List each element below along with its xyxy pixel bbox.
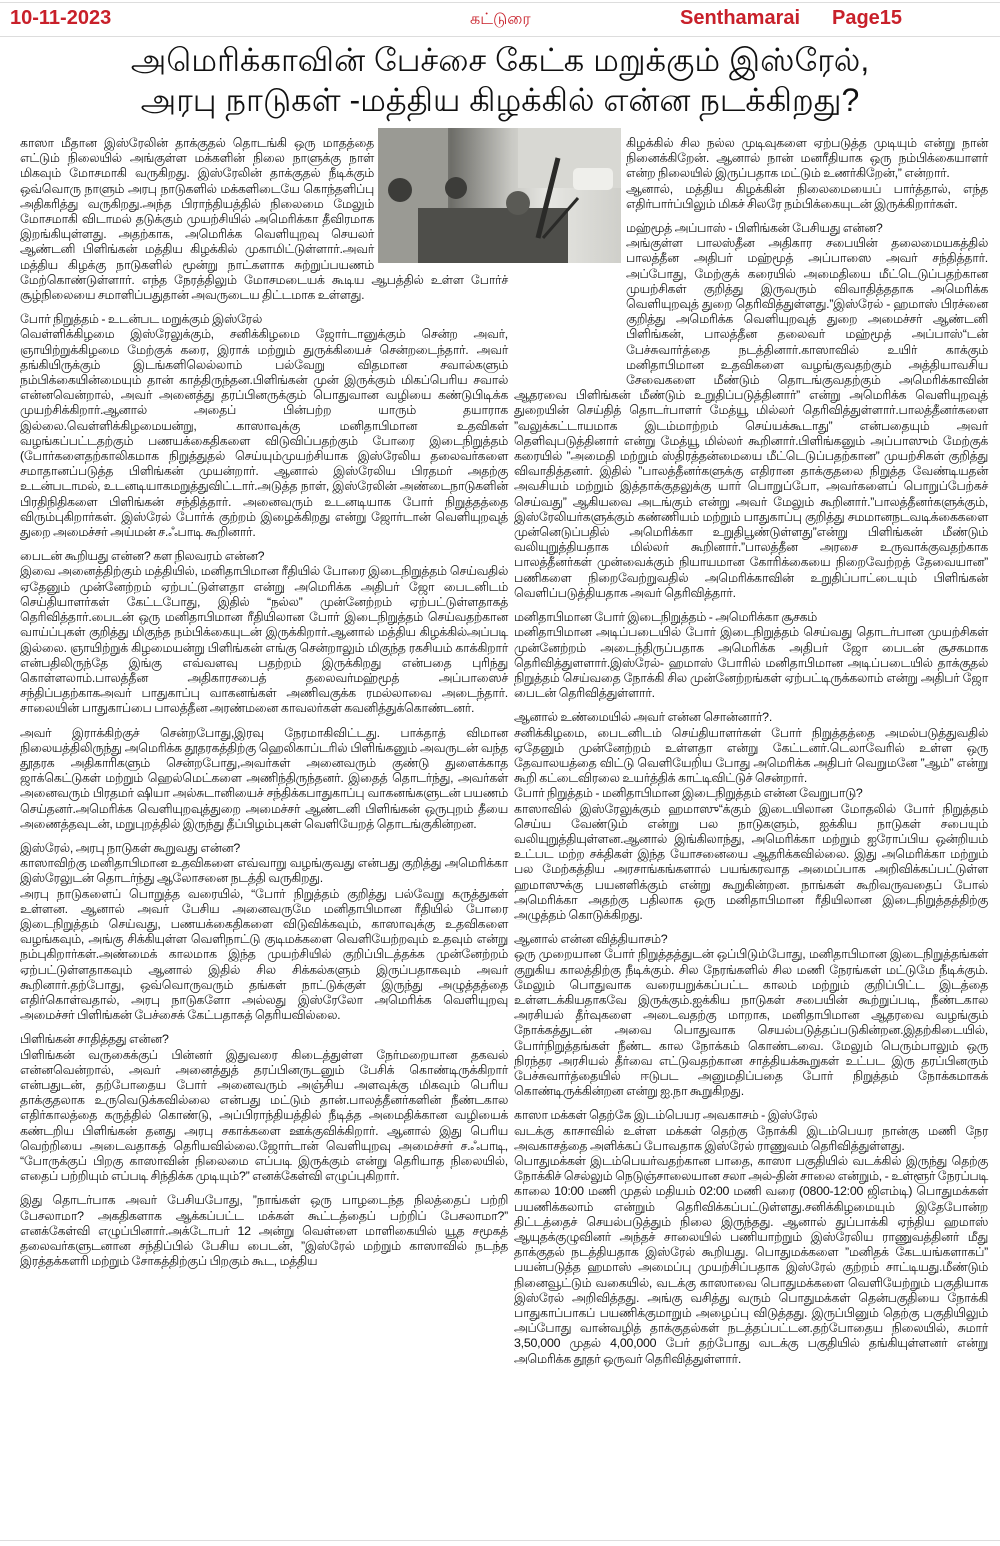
page-header [0, 2, 1000, 37]
page-number: Page15 [832, 7, 903, 29]
section-heading: இஸ்ரேல், அரபு நாடுகள் கூறுவது என்ன? [20, 840, 241, 855]
article-column-left [20, 136, 508, 1269]
article-paragraph: பொதுமக்கள் இடம்பெயர்வதற்கான பாதை, காஸா பகுதியில் வடக்கில் இருந்து தெற்கு நோக்கிச் செல்லும் நெடுஞ்சாலையான சலா அல்-தின் சாலை என்றும், - உள்ளூர் நேரப்படி காலை 10:00 மணி முதல் மதியம் 02:00 மணி வரை (0800-12:00 ஜிஎம்டி) பொதுமக்கள் பயணிக்கலாம் என்றும் தெரிவிக்கப்பட்டுள்ளது.சனிக்கிழமையும் இதேபோன்ற திட்டத்தைச் செயல்படுத்தும் நிலை இருந்தது. ஆனால் துப்பாக்கி ஏந்திய ஹமாஸ் ஆயுதக்குழுவினர் அந்தச் சாலையில் பணியாற்றும் இஸ்ரேலிய ராணுவத்தினர் மீது தாக்குதல் நடத்தியதாக இஸ்ரேல் கூறியது. பொதுமக்களை ”மனிதக் கேடயங்களாகப்” பயன்படுத்த ஹமாஸ் அமைப்பு முயற்சிப்பதாக இஸ்ரேல் குற்றம் சாட்டியது.மீண்டும் நினைவூட்டும் வகையில், வடக்கு காஸாவை பொதுமக்களை வெளியேற்றும் பகுதியாக இஸ்ரேல் அறிவித்தது. அங்கு வசித்து வரும் பொதுமக்கள் தென்பகுதியை நோக்கி பாதுகாப்பாகப் பயணிக்குமாறும் அழைப்பு விடுத்தது. இருப்பினும் தெற்கு பகுதியிலும் அப்போது வான்வழித் தாக்குதல்கள் நடத்தப்பட்டன.தற்போதைய நிலையில், சுமார் 3,50,000 முதல் 4,00,000 பேர் தற்போது வடக்கு பகுதியில் தங்கியுள்ளனர் என்று அமெரிக்க தூதர் ஒருவர் தெரிவித்துள்ளார். [514, 1154, 988, 1366]
article-paragraph: காஸாவிற்கு மனிதாபிமான உதவிகளை எவ்வாறு வழங்குவது என்பது குறித்து அமெரிக்கா இஸ்ரேலுடன் தொடர்ந்து ஆலோசனை நடத்தி வருகிறது. [20, 856, 508, 886]
section-heading: மஹ்மூத் அப்பாஸ் - பிளிங்கன் பேசியது என்ன? [626, 221, 883, 236]
headline-line-2: அரபு நாடுகள் -மத்திய கிழக்கில் என்ன நடக்கிறது? [140, 82, 860, 118]
article-paragraph: இவை அனைத்திற்கும் மத்தியில், மனிதாபிமான ரீதியில் போரை இடைநிறுத்தம் செய்வதில் ஏதேனும் முன்னேற்றம் ஏற்பட்டுள்ளதா என்று அமெரிக்க அதிபர் ஜோ பைடனிடம் செய்தியாளர்கள் கேட்டபோது, இதில் “நல்ல” முன்னேற்றம் ஏற்பட்டுள்ளதாகத் தெரிவித்தார்.பைடன் ஒரு மனிதாபிமான ரீதியிலான போர் இடைநிறுத்தம் செய்வதற்கான வாய்ப்புகள் குறித்து மிகுந்த நம்பிக்கையுடன் இருக்கிறார்.ஆனால் மத்திய கிழக்கில்அப்படி இல்லை. ஞாயிற்றுக் கிழமையன்று பிளிங்கன் எங்கு சென்றாலும் மிகுந்த ரகசியம் காக்கிறார் என்பதிலிருந்தே இங்கு எவ்வளவு பதற்றம் இருக்கிறது என்பதை புரிந்து கொள்ளலாம்.பாலத்தீன அதிகாரசபைத் தலைவர்மஹ்மூத் அப்பாஸைச் சந்திப்பதற்காகஅவர் பாதுகாப்பு வாகனங்கள் அணிவகுக்க ரமல்லாவை அடைந்தார். சாலையின் பாதுகாப்பை பாலத்தீன அரண்மனை காவலர்கள் கவனித்துக்கொண்டனர். [20, 564, 508, 716]
article-paragraph: பிளிங்கன் வருகைக்குப் பின்னர் இதுவரை கிடைத்துள்ள நேர்மறையான தகவல் என்னவென்றால், அவர் அனைத்துத் தரப்பினருடனும் பேசிக் கொண்டிருக்கிறார் என்பதுடன், தற்போதைய போர் அனைவரும் அஞ்சிய அளவுக்கு மிகவும் பெரிய தாக்குதலாக உருவெடுக்கவில்லை என்பது மட்டும் தான்.பாலத்தீனர்களின் நீண்டகால எதிர்காலத்தை கருத்தில் கொண்டு, அப்பிராந்தியத்தில் நீடித்த அமைதிக்கான வழியைக் கண்டறிய பிளிங்கன் தனது அரபு சகாக்களை ஊக்குவிக்கிறார். ஆனால் இது பெரிய வெற்றியை அடைவதாகத் தெரியவில்லை.ஜோர்டான் வெளியுறவு அமைச்சர் ச.ஃபாடி, “போருக்குப் பிறகு காஸாவின் நிலைமை எப்படி இருக்கும் என்று தெரியாத நிலையில், எதைப் பற்றியும் எப்படி சிந்திக்க முடியும்?” எனக்கேள்வி எழுப்புகிறார். [20, 1047, 508, 1184]
article-paragraph: வெள்ளிக்கிழமை இஸ்ரேலுக்கும், சனிக்கிழமை ஜோர்டானுக்கும் சென்ற அவர், ஞாயிற்றுக்கிழமை மேற்குக் கரை, இராக் மற்றும் துருக்கியைச் சென்றடைந்தார். அவர் தங்கியிருக்கும் இடங்களிலெல்லாம் பல்வேறு விதமான சவால்களும் நம்பிக்கையின்மையும் தான் காத்திருந்தன.பிளிங்கன் முன் இருக்கும் மிகப்பெரிய சவால் என்னவென்றால், அவர் அனைத்து தரப்பினருக்கும் பொதுவான வழியை கண்டுபிடிக்க முயற்சிக்கிறார்.ஆனால் அதைப் பின்பற்ற யாரும் தயாராக இல்லை.வெள்ளிக்கிழமையன்று, காஸாவுக்கு மனிதாபிமான உதவிகள் வழங்கப்பட்டதற்கும் பணயக்கைதிகளை விடுவிப்பதற்கும் போரை இடைநிறுத்தம் (போர்களைதற்காலிகமாக நிறுத்துதல் செய்யும்முயற்சியாக இஸ்ரேலிய தலைவர்களை சமாதானப்படுத்த பிளிங்கன் முயன்றார். ஆனால் இஸ்ரேலிய பிரதமர் அதற்கு உடன்படாமல், உடனடியாகமறுத்துவிட்டார்.அடுத்த நாள், இஸ்ரேலின் அண்டைநாடுகளின் பிரதிநிதிகளை பிளிங்கன் சந்தித்தார். அனைவரும் உடனடியாக போர் நிறுத்தத்தை விரும்புகிறார்கள். இஸ்ரேல் போர்க் குற்றம் இழைக்கிறது என்று ஜோர்டான் வெளியுறவுத் துறை அமைச்சர் அய்மன் ச.ஃபாடி கூறினார். [20, 327, 508, 540]
section-heading: மனிதாபிமான போர் இடைநிறுத்தம் - அமெரிக்கா சூசகம் [514, 610, 818, 625]
article-paragraph: வடக்கு காசாவில் உள்ள மக்கள் தெற்கு நோக்கி இடம்பெயர நான்கு மணி நேர அவகாசத்தை அளிக்கப் போவதாக இஸ்ரேல் ராணுவம் தெரிவித்துள்ளது. [514, 1123, 988, 1153]
section-heading: பைடன் கூறியது என்ன? கள நிலவரம் என்ன? [20, 549, 265, 564]
issue-date: 10-11-2023 [10, 7, 112, 29]
article-paragraph: ஒரு முறையான போர் நிறுத்தத்துடன் ஒப்பிடும்போது, மனிதாபிமான இடைநிறுத்தங்கள் குறுகிய காலத்திற்கு நீடிக்கும். சில நேரங்களில் சில மணி நேரங்கள் மட்டுமே நீடிக்கும். மேலும் பொதுவாக வரையறுக்கப்பட்ட காலம் மற்றும் குறிப்பிட்ட இடத்தை உள்ளடக்கியதாகவே இருக்கும்.ஐக்கிய நாடுகள் சபையின் கூற்றுப்படி, நீண்டகால அரசியல் தீர்வுகளை அடைவதற்கு மாறாக, மனிதாபிமான ஆதரவை வழங்கும் நோக்கத்துடன் அவை பொதுவாக செயல்படுத்தப்படுகின்றன.இதற்கிடையில், போர்நிறுத்தங்கள் நீண்ட கால நோக்கம் கொண்டவை. மேலும் பெரும்பாலும் ஒரு நிரந்தர அரசியல் தீர்வை எட்டுவதற்கான சாத்தியக்கூறுகள் உட்பட இரு தரப்பினரும் பேச்சுவார்த்தையில் ஈடுபட அனுமதிப்பதை போர் நிறுத்தம் நோக்கமாகக் கொண்டிருக்கின்றன என்று ஐ.நா கூறுகிறது. [514, 947, 988, 1099]
bottom-rule [0, 1540, 1000, 1541]
article-paragraph: அங்குள்ள பாலஸ்தீன அதிகார சபையின் தலைமையகத்தில் பாலத்தீன அதிபர் மஹ்மூத் அப்பாஸை அவர் சந்தித்தார். அப்போது, மேற்குக் கரையில் அமைதியை மீட்டெடுப்பதற்கான முயற்சிகள் குறித்து இருவரும் விவாதித்ததாக அமெரிக்க வெளியுறவுத் துறை தெரிவித்துள்ளது.”இஸ்ரேல் - ஹமாஸ் பிரச்னை குறித்து அமெரிக்க வெளியுறவுத் துறை அமைச்சர் ஆண்டனி பிளிங்கன், பாலத்தீன தலைவர் மஹ்மூத் அப்பாஸ்“டன் பேச்சுவார்த்தை நடத்தினார்.காஸாவில் உயிர் காக்கும் மனிதாபிமான உதவிகளை வழங்குவதற்கும் அத்தியாவசிய சேவைகளை மீண்டும் தொடங்குவதற்கும் அமெரிக்காவின் ஆதரவை பிளிங்கன் மீண்டும் உறுதிப்படுத்தினார்” என்று அமெரிக்க வெளியுறவுத் துறையின் செய்தித் தொடர்பாளர் மேத்யூ மில்லர் தெரிவித்துள்ளார்.பாலத்தீனர்களை ”வலுக்கட்டாயமாக இடம்மாற்றம் செய்யக்கூடாது” என்பதையும் அவர் தெளிவுபடுத்தினார் என்று மேத்யூ மில்லர் கூறினார்.பிளிங்கனும் அப்பாஸும் மேற்குக் கரையில் ”அமைதி மற்றும் ஸ்திரத்தன்மையை மீட்டெடுப்பதற்கான” முயற்சிகள் குறித்து விவாதித்தனர். இதில் ”பாலத்தீனர்களுக்கு எதிரான தாக்குதலை நிறுத்த வேண்டியதன் அவசியம் மற்றும் இத்தாக்குதலுக்கு யார் பொறுப்போ, அவர்களைப் பொறுப்பேற்கச் செய்வது” ஆகியவை அடங்கும் என்று அவர் மேலும் கூறினார்.”பாலத்தீனர்களுக்கும், இஸ்ரேலியர்களுக்கும் கண்ணியம் மற்றும் பாதுகாப்பு குறித்து சமமானநடவடிக்கைகளை முன்னெடுப்பதில் அமெரிக்கா உறுதிபூண்டுள்ளது”என்று பிளிங்கன் மீண்டும் வலியுறுத்தியதாக மில்லர் கூறினார்.”பாலத்தீன அரசை உருவாக்குவதற்காக பாலத்தீனர்கள் முன்வைக்கும் நியாயமான கோரிக்கையை நிறைவேற்றத் தேவையான” பணிகளை நிறைவேற்றுவதில் அமெரிக்காவின் உறுதிப்பாட்டையும் பிளிங்கன் வெளிப்படுத்தியதாக அவர் தெரிவித்தார். [514, 236, 988, 600]
section-heading: ஆனால் உண்மையில் அவர் என்ன சொன்னார்?. [514, 710, 773, 725]
section-heading: போர் நிறுத்தம் - மனிதாபிமான இடைநிறுத்தம் என்ன வேறுபாடு? [514, 786, 863, 801]
section-label: கட்டுரை [470, 11, 531, 28]
article-paragraph: கிழக்கில் சில நல்ல முடிவுகளை ஏற்படுத்த முடியும் என்று நான் நினைக்கிறேன். ஆனால் நான் மனரீதியாக ஒரு நம்பிக்கையாளர் என்ற நிலையில் இருப்பதாக மட்டும் உணர்கிறேன்,” என்றார். [626, 136, 988, 181]
headline-line-1: அமெரிக்காவின் பேச்சை கேட்க மறுக்கும் இஸ்ரேல், [130, 42, 870, 78]
section-heading: போர் நிறுத்தம் - உடன்பட மறுக்கும் இஸ்ரேல் [20, 312, 262, 327]
section-heading: காஸா மக்கள் தெற்கே இடம்பெயர அவகாசம் - இஸ்ரேல் [514, 1108, 818, 1123]
article-paragraph: இது தொடர்பாக அவர் பேசியபோது, ”நாங்கள் ஒரு பாழடைந்த நிலத்தைப் பற்றி பேசலாமா? அகதிகளாக ஆக்கப்பட்ட மக்கள் கூட்டத்தைப் பற்றிப் பேசலாமா?” எனக்கேள்வி எழுப்பினார்.அக்டோபர் 12 அன்று வெள்ளை மாளிகையில் யூத சமூகத் தலைவர்களுடனான சந்திப்பில் பேசிய பைடன், ”இஸ்ரேல் மற்றும் காஸாவில் நடந்த இரத்தக்களரி மற்றும் சோகத்திற்குப் பிறகும் கூட, மத்திய [20, 1193, 508, 1269]
headline [0, 40, 1000, 120]
article-paragraph: அவர் இராக்கிற்குச் சென்றபோது,இரவு நேரமாகிவிட்டது. பாக்தாத் விமான நிலையத்திலிருந்து அமெரிக்க தூதரகத்திற்கு ஹெலிகாப்டரில் பிளிங்கனும் அவருடன் வந்த தூதரக அதிகாரிகளும் சென்றபோது,அவர்கள் அனைவரும் குண்டு துளைக்காத ஜாக்கெட்டுகள் மற்றும் ஹெல்மெட்களை அணிந்திருந்தனர். இதைத் தொடர்ந்து, அவர்கள் அனைவரும் பிரதமர் ஷியா அல்சுடானியைச் சந்திக்கபாதுகாப்பு வாகனங்களுடன் பயணம் செய்தனர்.அமெரிக்க வெளியுறவுத்துறை அமைச்சர் ஆண்டனி பிளிங்கன் ஒருபுறம் தீயை அணைத்தவுடன், மறுபுறத்தில் இருந்து தீப்பிழம்புகள் வெளியேறத் தொடங்குகின்றன. [20, 725, 508, 831]
article-paragraph: காஸா மீதான இஸ்ரேலின் தாக்குதல் தொடங்கி ஒரு மாதத்தை எட்டும் நிலையில் அங்குள்ள மக்களின் நிலை நாளுக்கு நாள் மிகவும் மோசமாகி வருகிறது. இஸ்ரேலின் தாக்குதல் நீடிக்கும் ஒவ்வொரு நாளும் அரபு நாடுகளில் மக்களிடையே கொந்தளிப்பு அதிகரித்து வருகிறது.அந்த பிராந்தியத்தில் நிலைமை மேலும் மோசமாகி விடாமல் தடுக்கும் முயற்சியில் அமெரிக்கா தீவிரமாக இறங்கியுள்ளது. அதற்காக, அமெரிக்க வெளியுறவு செயலர் ஆண்டனி பிளிங்கன் மத்திய கிழக்கில் முகாமிட்டுள்ளார்.அவர் மத்திய கிழக்கு நாடுகளில் மூன்று நாட்களாக சுற்றுப்பயணம் மேற்கொண்டுள்ளார். எந்த நேரத்திலும் மோசமடையக் கூடிய ஆபத்தில் உள்ள போர்ச் சூழ்நிலையை சமாளிப்பதுதான் அவருடைய திட்டமாக உள்ளது. [20, 136, 508, 303]
article-paragraph: மனிதாபிமான அடிப்படையில் போர் இடைநிறுத்தம் செய்வது தொடர்பான முயற்சிகள் முன்னேற்றம் அடைந்திருப்பதாக அமெரிக்க அதிபர் ஜோ பைடன் சூசகமாக தெரிவித்துளளார்.இஸ்ரேல்- ஹமாஸ் போரில் மனிதாபிமான அடிப்படையில் தாக்குதல் நிறுத்தம் செய்வதை நோக்கி சில முன்னேற்றங்கள் ஏற்பட்டிருக்கலாம் என்று அதிபர் ஜோ பைடன் தெரிவித்துள்ளார். [514, 625, 988, 701]
article-paragraph: ஆனால், மத்திய கிழக்கின் நிலைமையைப் பார்த்தால், எந்த எதிர்பார்ப்பிலும் மிகச் சிலரே நம்பிக்கையுடன் இருக்கிறார்கள். [626, 181, 988, 211]
section-heading: ஆனால் என்ன வித்தியாசம்? [514, 932, 668, 947]
article-paragraph: காஸாவில் இஸ்ரேலுக்கும் ஹமாஸு“க்கும் இடையிலான மோதலில் போர் நிறுத்தம் செய்ய வேண்டும் என்று பல நாடுகளும், ஐக்கிய நாடுகள் சபையும் வலியுறுத்தியுள்ளன.ஆனால் இங்கிலாந்து, அமெரிக்கா மற்றும் ஐரோப்பிய ஒன்றியம் உட்பட மற்ற சக்திகள் இந்த யோசனையை ஆதரிக்கவில்லை. இது அமெரிக்கா மற்றும் பல மேற்கத்திய அரசாங்கங்களால் பயங்கரவாத அமைப்பாக அறிவிக்கப்பட்டுள்ள ஹமாஸுக்கு பயனளிக்கும் என்று கூறுகின்றன. நாங்கள் கூறிவருவதைப் போல் அமெரிக்கா அதற்கு பதிலாக ஒரு மனிதாபிமான ரீதியிலான இடைநிறுத்தத்திற்கு அழுத்தம் கொடுக்கிறது. [514, 801, 988, 922]
section-heading: பிளிங்கன் சாதித்தது என்ன? [20, 1032, 169, 1047]
article-column-right [514, 136, 988, 1367]
article-paragraph: அரபு நாடுகளைப் பொறுத்த வரையில், “போர் நிறுத்தம் குறித்து பல்வேறு கருத்துகள் உள்ளன. ஆனால் அவர் பேசிய அனைவருமே மனிதாபிமான ரீதியில் போரை இடைநிறுத்தம் செய்வது, பணயக்கைதிகளை விடுவிக்கவும், காஸாவுக்கு உதவிகளை வழங்கவும், அங்கு சிக்கியுள்ள வெளிநாட்டு குடிமக்களை வெளியேற்றவும் உதவும் என்று நம்புகிறார்கள்.அண்மைக் காலமாக இந்த முயற்சியில் குறிப்பிடத்தக்க முன்னேற்றம் ஏற்பட்டுள்ளதாகவும் ஆனால் இதில் சில சிக்கல்களும் இருப்பதாகவும் அவர் கூறினார்.தற்போது, ஒவ்வொருவரும் தங்கள் நாட்டுக்குள் இருந்து அழுத்தத்தை எதிர்கொள்வதால், அரபு நாடுகளோ அல்லது இஸ்ரேலோ அமெரிக்க வெளியுறவு அமைச்சர் பிளிங்கன் பேச்சைக் கேட்பதாகத் தெரியவில்லை. [20, 886, 508, 1023]
article-paragraph: சனிக்கிழமை, பைடனிடம் செய்தியாளர்கள் போர் நிறுத்தத்தை அமல்படுத்துவதில் ஏதேனும் முன்னேற்றம் உள்ளதா என்று கேட்டனர்.டெலாவேரில் உள்ள ஒரு தேவாலயத்தை விட்டு வெளியேறிய போது அமெரிக்க அதிபர் வெறுமனே ”ஆம்” என்று கூறி கட்டைவிரலை உயர்த்திக் காட்டிவிட்டுச் சென்றார். [514, 725, 988, 786]
newspaper-name: Senthamarai [680, 7, 801, 29]
